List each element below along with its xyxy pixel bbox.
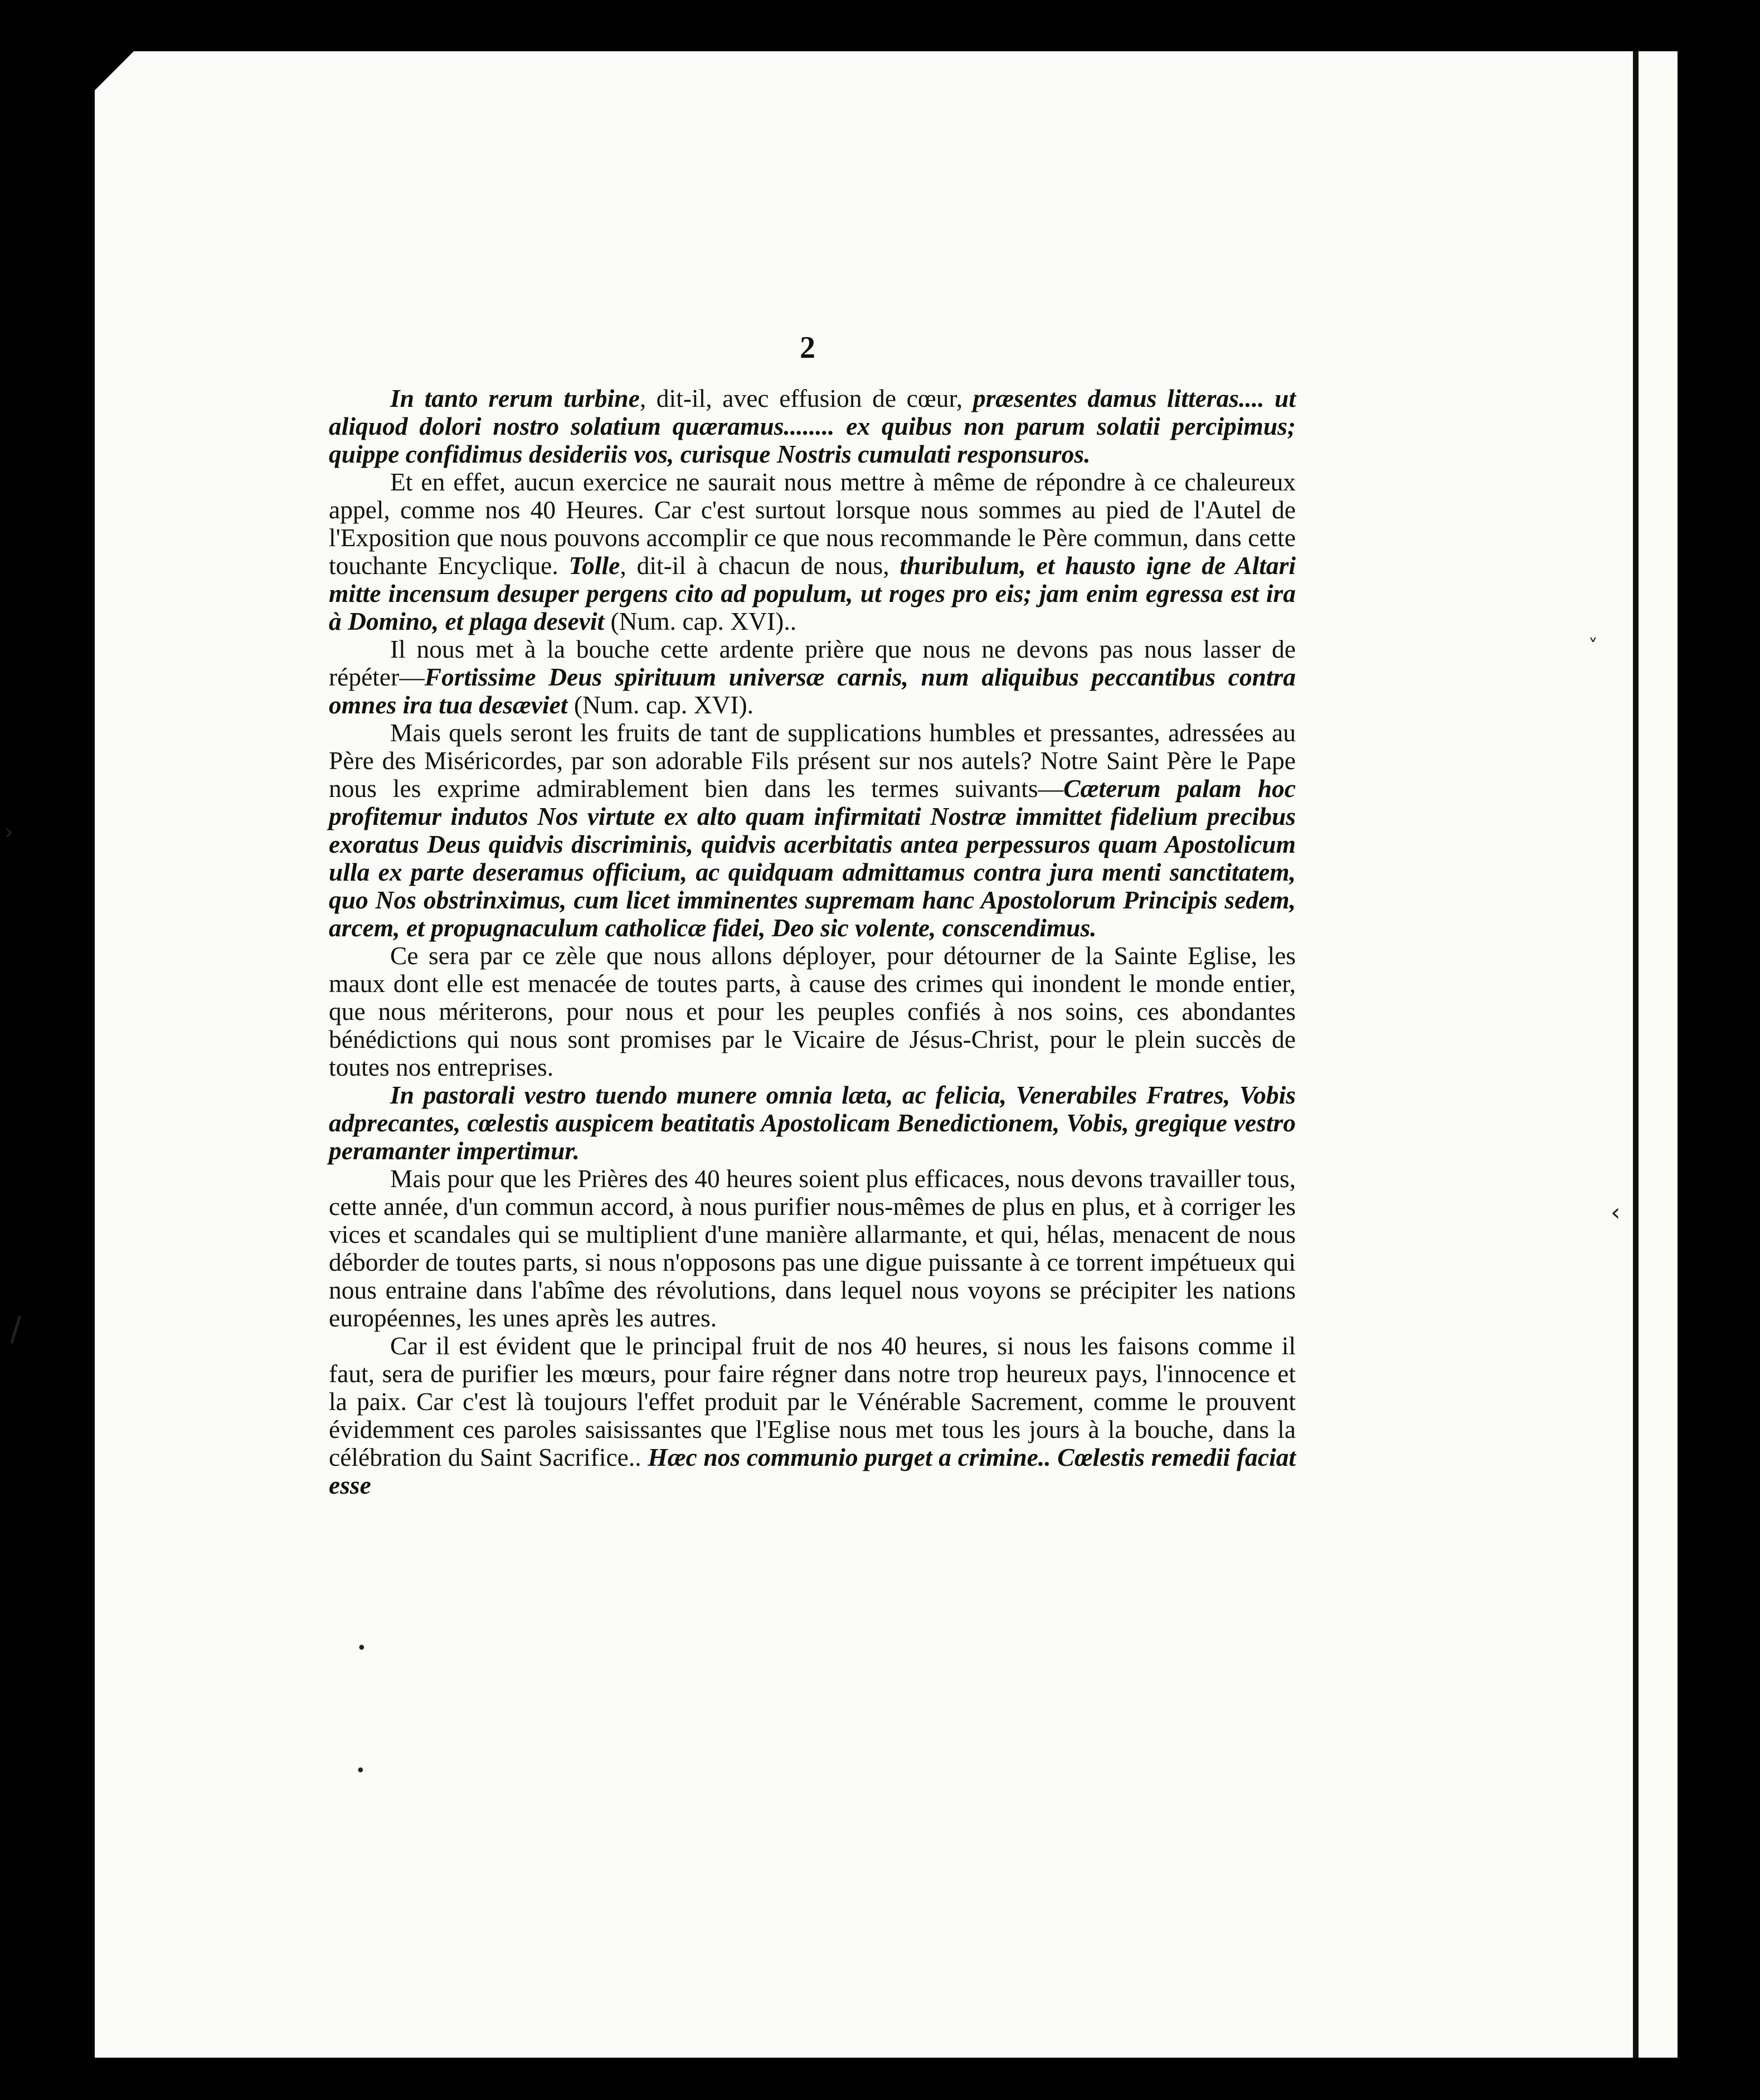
paragraph <box>329 1165 1296 1332</box>
paragraph <box>329 635 1296 719</box>
text-run: , dit-il à chacun de nous, <box>620 551 900 580</box>
margin-mark: ‹ <box>1611 1198 1621 1227</box>
paragraph <box>329 719 1296 942</box>
italic-run: thuribulum, et hausto igne de Altari mitte incensum desuper pergens cito ad populum, ut roges pro eis; jam enim egressa est ira à Domino, et plaga desevit <box>329 551 1296 635</box>
folded-corner <box>95 51 134 90</box>
paragraph <box>329 1081 1296 1165</box>
page-number: 2 <box>800 330 815 365</box>
text-run: Ce sera par ce zèle que nous allons déployer, pour détourner de la Sainte Eglise, les maux dont elle est menacée de toutes parts, à cause des crimes qui inondent le monde entier, que nous mériterons, pour nous et pour les peuples confiés à nos soins, ces abondantes bénédictions qui nous sont promises par le Vicaire de Jésus-Christ, pour le plein succès de toutes nos entreprises. <box>329 941 1296 1081</box>
text-run: Et en effet, aucun exercice ne saurait nous mettre à même de répondre à ce chaleureux appel, comme nos 40 Heures. Car c'est surtout lorsque nous sommes au pied de l'Autel de l'Exposition que nous pouvons accomplir ce que nous recommande le Père commun, dans cette touchante Encyclique. <box>329 468 1296 580</box>
margin-mark: / <box>10 1310 22 1349</box>
italic-run: Fortissime Deus spirituum universæ carnis, num aliquibus peccantibus contra omnes ira tua desæviet <box>329 663 1296 719</box>
document-text-body <box>329 385 1296 1499</box>
paragraph <box>329 385 1296 468</box>
paragraph <box>329 942 1296 1081</box>
paragraph <box>329 468 1296 635</box>
text-run: Il nous met à la bouche cette ardente prière que nous ne devons pas nous lasser de répéter— <box>329 635 1296 691</box>
text-run: Mais quels seront les fruits de tant de supplications humbles et pressantes, adressées au Père des Miséricordes, par son adorable Fils présent sur nos autels? Notre Saint Père le Pape nous les exprime admirablement bien dans les termes suivants— <box>329 718 1296 803</box>
italic-run: Cæterum palam hoc profitemur indutos Nos virtute ex alto quam infirmitati Nostræ immittet fidelium precibus exoratus Deus quidvis discriminis, quidvis acerbitatis antea perpessuros quam Apostolicum ulla ex parte deseramus officium, ac quidquam admittamus contra jura menti sanctitatem, quo Nos obstrinximus, cum licet imminentes supremam hanc Apostolorum Principis sedem, arcem, et propugnaculum catholicæ fidei, Deo sic volente, conscendimus. <box>329 774 1296 942</box>
text-run: Car il est évident que le principal fruit de nos 40 heures, si nous les faisons comme il faut, sera de purifier les mœurs, pour faire régner dans notre trop heureux pays, l'innocence et la paix. Car c'est là toujours l'effet produit par le Vénérable Sacrement, comme le prouvent évidemment ces paroles saisissantes que l'Eglise nous met tous les jours à la bouche, dans la célébration du Saint Sacrifice.. <box>329 1331 1296 1471</box>
text-run: Mais pour que les Prières des 40 heures soient plus efficaces, nous devons travailler tous, cette année, d'un commun accord, à nous purifier nous-mêmes de plus en plus, et à corriger les vices et scandales qui se multiplient d'une manière allarmante, et qui, hélas, menacent de nous déborder de toutes parts, si nous n'opposons pas une digue puissante à ce torrent impétueux qui nous entraine dans l'abîme des révolutions, dans lequel nous voyons se précipiter les nations européennes, les unes après les autres. <box>329 1164 1296 1332</box>
page-edge-strip <box>1633 51 1678 2058</box>
italic-run: Tolle <box>568 551 620 580</box>
italic-run: Hæc nos communio purget a crimine.. Cœlestis remedii faciat esse <box>329 1443 1296 1499</box>
margin-mark: • <box>357 1639 367 1658</box>
text-run: , dit-il, avec effusion de cœur, <box>639 384 973 412</box>
margin-mark: ˅ <box>1588 635 1598 658</box>
italic-run: In tanto rerum turbine <box>390 384 640 412</box>
italic-run: In pastorali vestro tuendo munere omnia læta, ac felicia, Venerabiles Fratres, Vobis adprecantes, cœlestis auspicem beatitatis Apostolicam Benedictionem, Vobis, gregique vestro peramanter impertimur. <box>329 1081 1296 1165</box>
margin-mark: • <box>356 1761 366 1781</box>
margin-mark: › <box>4 819 13 845</box>
italic-run: præsentes damus litteras.... ut aliquod dolori nostro solatium quæramus........ ex quibus non parum solatii percipimus; quippe confidimus desideriis vos, curisque Nostris cumulati responsuros. <box>329 384 1296 468</box>
text-run: (Num. cap. XVI). <box>567 691 754 719</box>
paragraph <box>329 1332 1296 1499</box>
text-run: (Num. cap. XVI).. <box>604 607 797 635</box>
